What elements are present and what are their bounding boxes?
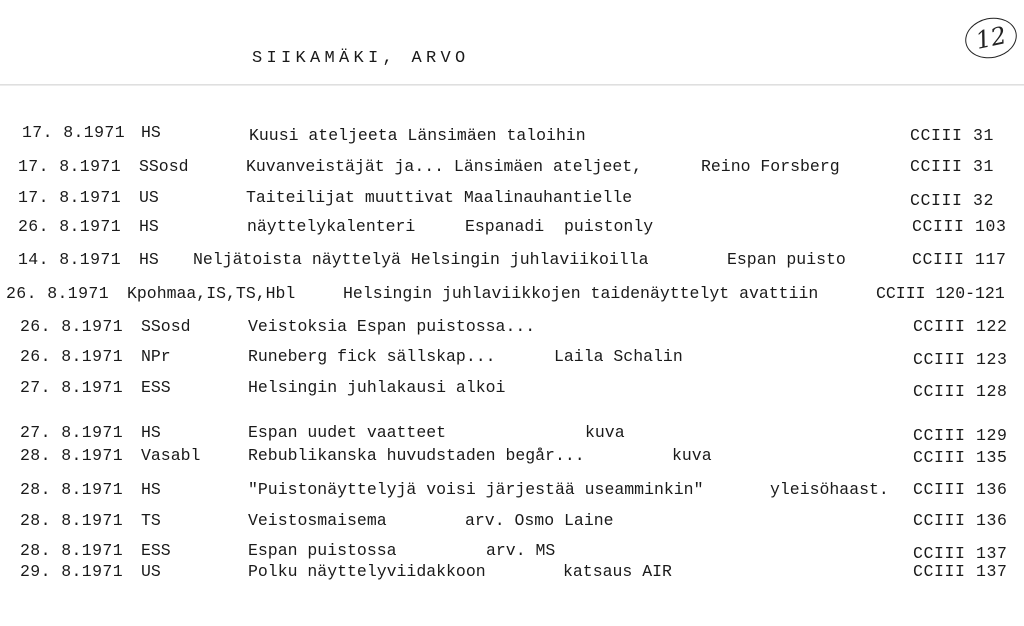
entry-source: HS	[139, 217, 159, 236]
entry-date: 27. 8.1971	[20, 378, 124, 397]
entry-ref: CCIII 123	[913, 350, 1008, 369]
entry-ref: CCIII 32	[910, 191, 995, 210]
entry-date: 28. 8.1971	[20, 511, 124, 530]
entry-row	[0, 284, 1024, 306]
entry-date: 14. 8.1971	[18, 250, 122, 269]
entry-row	[0, 217, 1024, 239]
entry-row	[0, 511, 1024, 533]
entry-row	[0, 123, 1024, 145]
entry-row	[0, 541, 1024, 563]
entry-source: NPr	[141, 347, 171, 366]
entry-extra: Espanadi puistonly	[465, 217, 654, 236]
entry-ref: CCIII 135	[913, 448, 1008, 467]
entry-extra: arv. Osmo Laine	[465, 511, 614, 530]
entry-row	[0, 188, 1024, 210]
entry-extra: Laila Schalin	[554, 347, 683, 366]
entry-title: Helsingin juhlaviikkojen taidenäyttelyt avattiin	[343, 284, 819, 303]
entry-source: HS	[141, 480, 161, 499]
entry-row	[0, 157, 1024, 179]
card-title: SIIKAMÄKI, ARVO	[252, 49, 470, 68]
entry-source: SSosd	[141, 317, 191, 336]
entry-title: Rebublikanska huvudstaden begår...	[248, 446, 585, 465]
entry-ref: CCIII 137	[913, 562, 1008, 581]
entry-title: Espan puistossa	[248, 541, 397, 560]
entry-source: ESS	[141, 378, 171, 397]
entry-row	[0, 378, 1024, 400]
entry-row	[0, 423, 1024, 445]
entry-extra: kuva	[585, 423, 625, 442]
entry-source: ESS	[141, 541, 171, 560]
entry-ref: CCIII 136	[913, 480, 1008, 499]
entry-date: 17. 8.1971	[18, 188, 122, 207]
entry-row	[0, 317, 1024, 339]
entry-title: Taiteilijat muuttivat Maalinauhantielle	[246, 188, 633, 207]
entry-title: Veistosmaisema	[248, 511, 387, 530]
entry-date: 26. 8.1971	[18, 217, 122, 236]
entry-ref: CCIII 120-121	[876, 284, 1005, 303]
entry-ref: CCIII 128	[913, 382, 1008, 401]
entry-extra: kuva	[672, 446, 712, 465]
entry-ref: CCIII 117	[912, 250, 1007, 269]
entry-title: Veistoksia Espan puistossa...	[248, 317, 536, 336]
entry-title: Helsingin juhlakausi alkoi	[248, 378, 506, 397]
entry-row	[0, 250, 1024, 272]
entry-date: 29. 8.1971	[20, 562, 124, 581]
entry-ref: CCIII 137	[913, 544, 1008, 563]
entry-title: Runeberg fick sällskap...	[248, 347, 496, 366]
entry-ref: CCIII 31	[910, 126, 995, 145]
entry-title: Kuvanveistäjät ja... Länsimäen ateljeet,	[246, 157, 643, 176]
entry-title: Espan uudet vaatteet	[248, 423, 447, 442]
page-number: 12	[973, 21, 1009, 55]
entry-date: 28. 8.1971	[20, 480, 124, 499]
entry-ref: CCIII 129	[913, 426, 1008, 445]
entry-extra: katsaus AIR	[563, 562, 672, 581]
entry-source: SSosd	[139, 157, 189, 176]
entry-ref: CCIII 103	[912, 217, 1007, 236]
entry-row	[0, 562, 1024, 584]
entry-source: HS	[141, 423, 161, 442]
entry-row	[0, 480, 1024, 502]
entry-extra: Reino Forsberg	[701, 157, 840, 176]
entry-extra: arv. MS	[486, 541, 556, 560]
entry-date: 17. 8.1971	[22, 123, 126, 142]
entry-extra: yleisöhaast.	[770, 480, 889, 499]
entry-title: "Puistonäyttelyjä voisi järjestää useamminkin"	[248, 480, 704, 499]
entry-title: näyttelykalenteri	[247, 217, 416, 236]
entry-row	[0, 347, 1024, 369]
entry-source: TS	[141, 511, 161, 530]
entry-source: Vasabl	[141, 446, 201, 465]
entry-date: 17. 8.1971	[18, 157, 122, 176]
entry-date: 26. 8.1971	[6, 284, 110, 303]
entry-source: US	[141, 562, 161, 581]
entry-ref: CCIII 31	[910, 157, 995, 176]
entry-row	[0, 446, 1024, 468]
entry-date: 27. 8.1971	[20, 423, 124, 442]
entry-title: Neljätoista näyttelyä Helsingin juhlaviikoilla	[193, 250, 649, 269]
entry-date: 26. 8.1971	[20, 317, 124, 336]
entry-date: 26. 8.1971	[20, 347, 124, 366]
entry-ref: CCIII 122	[913, 317, 1008, 336]
entry-ref: CCIII 136	[913, 511, 1008, 530]
entry-date: 28. 8.1971	[20, 446, 124, 465]
entry-extra: Espan puisto	[727, 250, 846, 269]
entry-date: 28. 8.1971	[20, 541, 124, 560]
entry-source: Kpohmaa,IS,TS,Hbl	[127, 284, 296, 303]
entry-title: Kuusi ateljeeta Länsimäen taloihin	[249, 126, 586, 145]
entry-source: HS	[141, 123, 161, 142]
entry-source: HS	[139, 250, 159, 269]
entry-source: US	[139, 188, 159, 207]
entry-title: Polku näyttelyviidakkoon	[248, 562, 486, 581]
